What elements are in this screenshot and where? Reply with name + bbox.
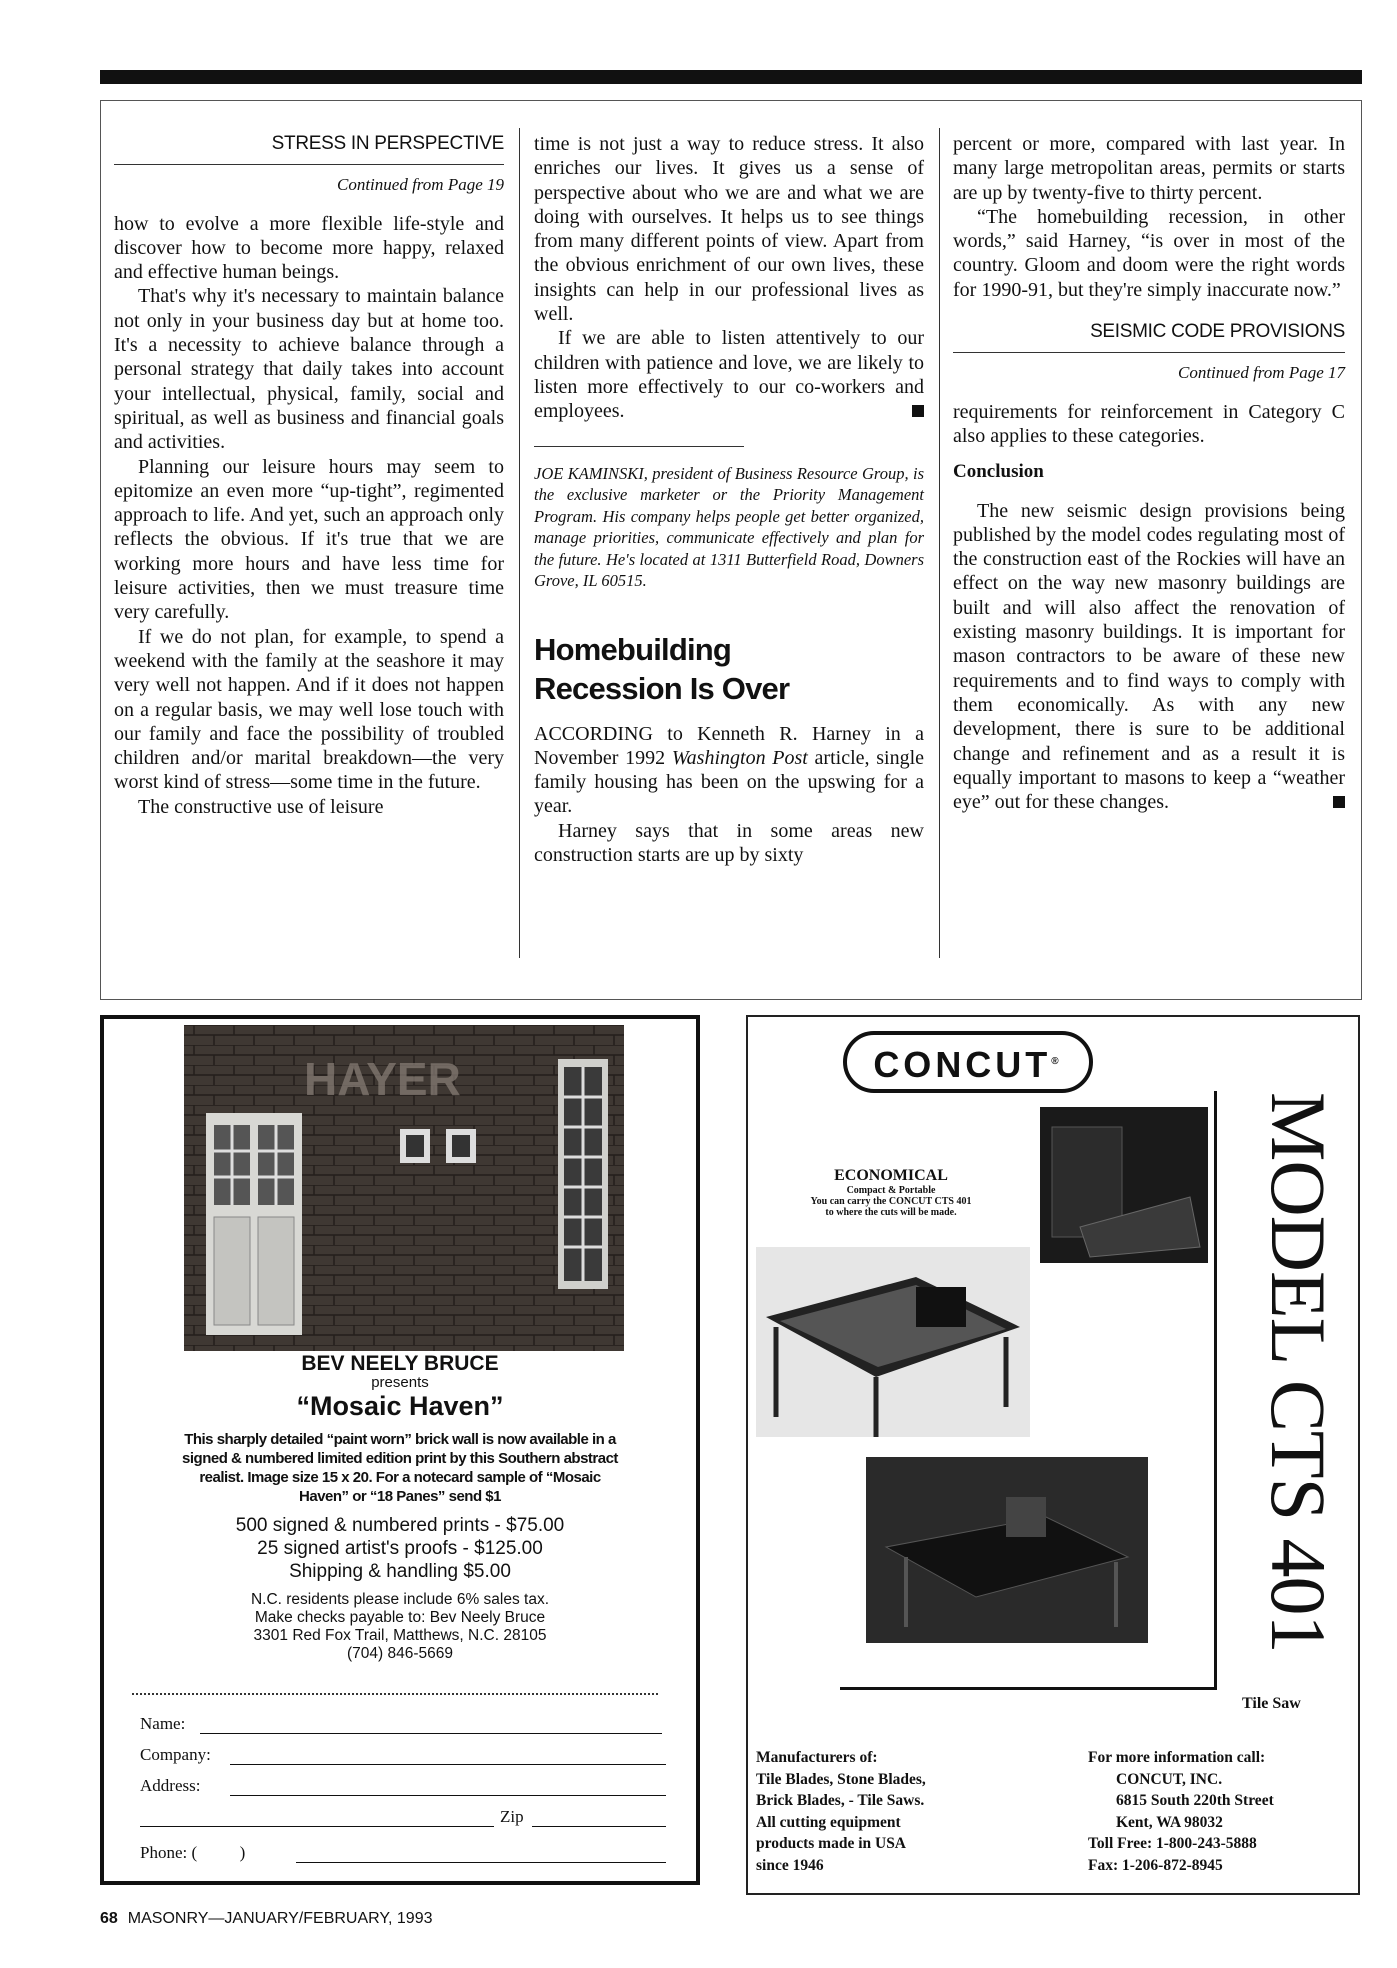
phone-field[interactable] bbox=[296, 1862, 666, 1863]
column-stress-in-perspective bbox=[114, 132, 504, 819]
product-type: Tile Saw bbox=[1242, 1695, 1301, 1712]
tax-note: N.C. residents please include 6% sales tax. bbox=[250, 1591, 550, 1608]
zip-field[interactable] bbox=[532, 1826, 666, 1827]
wall-painted-letters: HAYER bbox=[304, 1053, 461, 1105]
form-label-address: Address: bbox=[140, 1776, 201, 1795]
company-name: CONCUT, INC. bbox=[1116, 1770, 1223, 1788]
saw-photo-dark bbox=[866, 1457, 1148, 1643]
name-field[interactable] bbox=[200, 1733, 662, 1734]
brick-wall-illustration bbox=[184, 1025, 624, 1351]
body-paragraph: Planning our leisure hours may seem to epitomize an even more “up-tight”, regimented approach to life. And yet, such an approach only reflects the obvious. If it's true that we are working more hours and have less time for leisure activities, then we must treasure time very carefully. bbox=[114, 455, 504, 624]
callout-text: to where the cuts will be made. bbox=[825, 1207, 957, 1218]
body-paragraph: That's why it's necessary to maintain balance not only in your business day but at home too. It's a necessity to achieve balance through a personal strategy that daily takes into account your intellectual, physical, family, social and spiritual, as well as business and financial goals and activities. bbox=[114, 285, 504, 454]
author-bio: JOE KAMINSKI, president of Business Resource Group, is the exclusive marketer or the Priority Management Program. His company helps people get better organized, manage priorities, communicate effectively and plan for the future. He's located at 1311 Butterfield Road, Downers Grove, IL 60515. bbox=[534, 463, 924, 591]
article-headline bbox=[534, 630, 924, 708]
column-divider bbox=[519, 128, 520, 958]
body-paragraph: The constructive use of leisure bbox=[138, 795, 384, 818]
mfr-line: since 1946 bbox=[756, 1856, 824, 1874]
print-title: “Mosaic Haven” bbox=[296, 1391, 504, 1421]
address-field[interactable] bbox=[230, 1795, 666, 1796]
publication-name: Washington Post bbox=[671, 746, 808, 769]
payable-note: Make checks payable to: Bev Neely Bruce bbox=[254, 1609, 546, 1626]
end-mark bbox=[1333, 796, 1345, 808]
street-address: 6815 South 220th Street bbox=[1116, 1792, 1274, 1809]
mfr-line: Brick Blades, - Tile Saws. bbox=[756, 1792, 925, 1809]
ad-concut bbox=[746, 1015, 1360, 1895]
saw-case-photo bbox=[1040, 1107, 1208, 1263]
frame-line bbox=[1214, 1091, 1217, 1689]
saw-table-photo bbox=[756, 1247, 1030, 1437]
mailing-address: 3301 Red Fox Trail, Matthews, N.C. 28105 bbox=[253, 1627, 547, 1644]
mfr-line: products made in USA bbox=[756, 1835, 907, 1852]
continued-note: Continued from Page 17 bbox=[1178, 363, 1345, 383]
company-field[interactable] bbox=[230, 1764, 666, 1765]
column-right bbox=[953, 132, 1345, 814]
section-kicker: STRESS IN PERSPECTIVE bbox=[114, 132, 504, 165]
model-title-vertical bbox=[1236, 1092, 1356, 1682]
logo-text: CONCUT bbox=[873, 1044, 1052, 1085]
form-label-phone: Phone: ( ) bbox=[140, 1843, 246, 1862]
section-kicker: SEISMIC CODE PROVISIONS bbox=[953, 320, 1345, 353]
mfr-line: Tile Blades, Stone Blades, bbox=[756, 1770, 926, 1788]
brick-wall-photo bbox=[184, 1025, 624, 1351]
body-paragraph: how to evolve a more flexible life-style and discover how to become more happy, relaxed and effective human beings. bbox=[114, 212, 504, 284]
economical-callout bbox=[756, 1167, 1026, 1218]
bio-divider bbox=[534, 446, 744, 447]
contact-heading: For more information call: bbox=[1088, 1749, 1266, 1766]
body-paragraph: percent or more, compared with last year. In many large metropolitan areas, permits or starts are up by twenty-five to thirty percent. bbox=[953, 133, 1345, 204]
body-text: article, single family housing has been on the upswing for a year. bbox=[534, 746, 925, 818]
presents-label: presents bbox=[371, 1374, 429, 1391]
fax-number: Fax: 1-206-872-8945 bbox=[1088, 1856, 1223, 1874]
city-state: Kent, WA 98032 bbox=[1116, 1813, 1223, 1831]
registered-mark: ® bbox=[1051, 1056, 1063, 1067]
model-name: MODEL CTS 401 bbox=[1255, 1092, 1342, 1653]
toll-free-number: Toll Free: 1-800-243-5888 bbox=[1088, 1835, 1257, 1852]
mfr-line: All cutting equipment bbox=[756, 1813, 901, 1831]
section-subhead: Conclusion bbox=[953, 461, 1044, 483]
publication-line: MASONRY—JANUARY/FEBRUARY, 1993 bbox=[127, 1910, 433, 1927]
body-paragraph: “The homebuilding recession, in other words,” said Harney, “is over in most of the country. Gloom and doom were the right words for 1990-91, but they're simply inaccurate now.” bbox=[953, 205, 1345, 301]
body-text: The new seismic design provisions being published by the model codes regulating most of the construction east of the Rockies will have an effect on the way new masonry buildings are built and will also affect the renovation of existing masonry buildings. It is important for mason contractors to be aware of these new requirements and to find ways to comply with them economically. As with any new development, there is sure to be additional change and refinement and as a result it is equally important to masons to keep a “weather eye” out for these changes. bbox=[953, 499, 1345, 814]
body-paragraph: time is not just a way to reduce stress. It also enriches our lives. It gives us a sense of perspective about who we are and what we are doing with ourselves. It helps us to see things from many different points of view. Apart from the obvious enrichment of our own lives, these insights can help in our professional lives as well. bbox=[534, 133, 924, 326]
page-number: 68 bbox=[100, 1910, 118, 1927]
price-list bbox=[104, 1514, 696, 1583]
body-paragraph bbox=[953, 499, 1345, 815]
form-label-company: Company: bbox=[140, 1745, 211, 1764]
concut-logo bbox=[843, 1031, 1093, 1093]
manufacturer-info bbox=[756, 1747, 926, 1876]
ad1-copy bbox=[104, 1353, 696, 1663]
headline-line: Homebuilding bbox=[534, 631, 732, 667]
mfr-line: Manufacturers of: bbox=[756, 1749, 878, 1766]
coupon-cut-line bbox=[132, 1693, 658, 1695]
frame-line bbox=[840, 1687, 1217, 1690]
form-label-name: Name: bbox=[140, 1714, 186, 1733]
phone-number: (704) 846-5669 bbox=[347, 1645, 453, 1662]
top-rule bbox=[100, 70, 1362, 84]
body-paragraph bbox=[534, 722, 924, 819]
body-text: If we are able to listen attentively to our children with patience and love, we are likely to listen more effectively to our co-workers and employees. bbox=[534, 327, 924, 423]
column-middle bbox=[534, 132, 924, 867]
body-text: ACCORDING to Kenneth R. Harney in a November 1992 bbox=[534, 722, 924, 769]
address-line2-field[interactable] bbox=[140, 1826, 494, 1827]
body-paragraph: If we do not plan, for example, to spend a weekend with the family at the seashore it may very well not happen. And if it does not happen on a regular basis, we may well lose touch with our family and face the possibility of troubled children and/or marital breakdown—the very worst kind of stress—some time in the future. bbox=[114, 625, 504, 794]
price-item: 500 signed & numbered prints - $75.00 bbox=[235, 1515, 565, 1536]
body-paragraph: Harney says that in some areas new construction starts are up by sixty bbox=[534, 819, 924, 867]
price-item: 25 signed artist's proofs - $125.00 bbox=[257, 1538, 543, 1559]
callout-heading: ECONOMICAL bbox=[834, 1167, 948, 1184]
end-mark bbox=[912, 405, 924, 417]
page-footer bbox=[100, 1910, 433, 1928]
print-description: This sharply detailed “paint worn” brick wall is now available in a signed & numbered limited edition print by this Southern abstract realist. Image size 15 x 20. For a notecard sample of “Mosaic Haven” or “18 Panes” send $1 bbox=[182, 1431, 618, 1505]
body-paragraph bbox=[534, 326, 924, 423]
callout-text: You can carry the CONCUT CTS 401 bbox=[810, 1196, 972, 1207]
price-item: Shipping & handling $5.00 bbox=[289, 1561, 511, 1582]
artist-name: BEV NEELY BRUCE bbox=[301, 1352, 499, 1375]
form-label-zip: Zip bbox=[500, 1807, 524, 1826]
column-divider bbox=[939, 128, 940, 958]
contact-info bbox=[1088, 1747, 1274, 1876]
continued-note: Continued from Page 19 bbox=[337, 175, 504, 195]
body-paragraph: requirements for reinforcement in Category C also applies to these categories. bbox=[953, 400, 1345, 447]
order-address bbox=[104, 1591, 696, 1663]
callout-text: Compact & Portable bbox=[846, 1185, 936, 1196]
headline-line: Recession Is Over bbox=[534, 670, 790, 706]
